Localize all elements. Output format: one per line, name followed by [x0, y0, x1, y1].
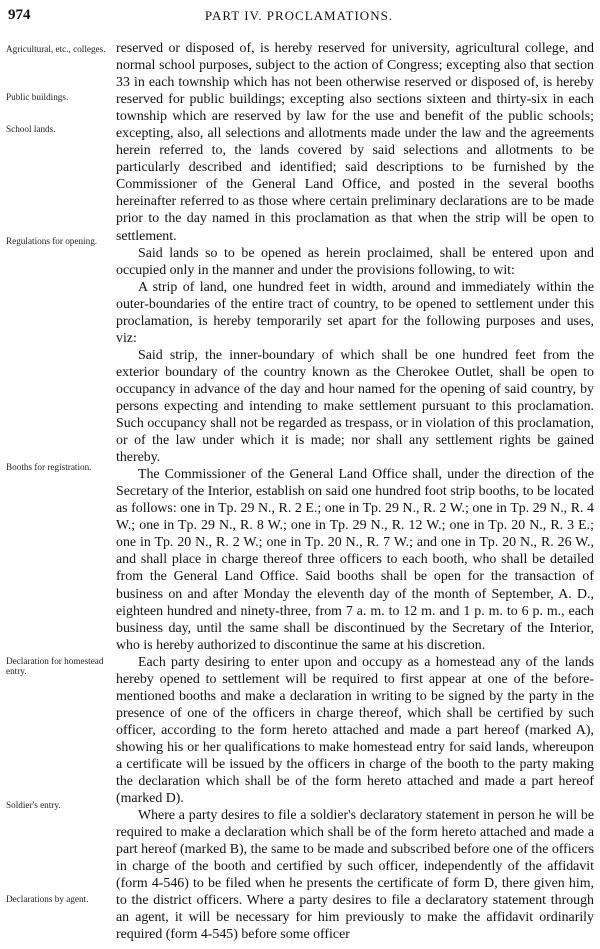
margin-note-homestead: Declaration for homestead entry.	[6, 656, 104, 676]
margin-note-school-lands: School lands.	[6, 124, 56, 134]
margin-note-regulations: Regulations for opening.	[6, 236, 98, 246]
margin-note-soldiers-entry: Soldier's entry.	[6, 800, 61, 810]
margin-note-colleges: Agricultural, etc., colleges.	[6, 44, 106, 54]
page-number: 974	[8, 7, 31, 23]
paragraph-strip-occupancy: Said strip, the inner-boundary of which shall be one hundred feet from the exterior boundary of the country known as the Cherokee Outlet, shall be open to occupancy in advance of the day and hour named for the opening of said country, by persons expecting and intending to make settlement pursuant to this proclamation. Such occupancy shall not be regarded as trespass, or in violation of this proclamation, or of the law under which it is made; nor shall any settlement rights be gained thereby.	[116, 347, 594, 466]
margin-note-booths: Booths for registration.	[6, 462, 92, 472]
page-header	[8, 7, 590, 27]
paragraph-homestead: Each party desiring to enter upon and occupy as a homestead any of the lands hereby opened to settlement will be required to first appear at one of the before-mentioned booths and make a declaration in writing to be signed by the party in the presence of one of the officers in charge thereof, which shall be certified by such officer, according to the form hereto attached and made a part hereof (marked A), showing his or her qualifications to make homestead entry for said lands, whereupon a certificate will be issued by the officers in charge of the booth to the party making the declaration which shall be of the form hereto attached and made a part hereof (marked D).	[116, 654, 594, 807]
paragraph-booths: The Commissioner of the General Land Office shall, under the direction of the Secretary of the Interior, establish on said one hundred foot strip booths, to be located as follows: one in Tp. 29 N., R. 2 E.; one in Tp. 29 N., R. 2 W.; one in Tp. 29 N., R. 4 W.; one in Tp. 29 N., R. 8 W.; one in Tp. 29 N., R. 12 W.; one in Tp. 20 N., R. 3 E.; one in Tp. 20 N., R. 2 W.; one in Tp. 20 N., R. 7 W.; and one in Tp. 20 N., R. 26 W., and shall place in charge thereof three officers to each booth, who shall be detailed from the General Land Office. Said booths shall be open for the transaction of business on and after Monday the eleventh day of the month of September, A. D., eighteen hundred and ninety-three, from 7 a. m. to 12 m. and 1 p. m. to 6 p. m., each business day, until the same shall be discontinued by the Secretary of the Interior, who is hereby authorized to discontinue the same at his discretion.	[116, 467, 594, 653]
paragraph-regulations: Said lands so to be opened as herein proclaimed, shall be entered upon and occupied only in the manner and under the provisions following, to wit:	[116, 245, 594, 278]
running-title: PART IV. PROCLAMATIONS.	[204, 8, 394, 23]
margin-note-public-buildings: Public buildings.	[6, 92, 69, 102]
body-text	[116, 40, 594, 943]
paragraph-strip: A strip of land, one hundred feet in width, around and immediately within the outer-boundaries of the entire tract of country, to be opened to settlement under this proclamation, is hereby temporarily set apart for the following purposes and uses, viz:	[116, 279, 594, 346]
paragraph-soldiers: Where a party desires to file a soldier's declaratory statement in person he will be required to make a declaration which shall be of the form hereto attached and made a part hereof (marked B), the same to be made and subscribed before one of the officers in charge of the booth and certified by such officer, independently of the affidavit (form 4-546) to be filed when he presents the certificate of form D, there given him, to the district officers. Where a party desires to file a declaratory statement through an agent, it will be necessary for him previously to make the affidavit ordinarily required (form 4-545) before some officer	[116, 808, 595, 943]
margin-note-agent: Declarations by agent.	[6, 894, 89, 904]
paragraph-reservations: reserved or disposed of, is hereby reserved for university, agricultural college, and normal school purposes, subject to the action of Congress; excepting also that section 33 in each township which has not been otherwise reserved or disposed of, is hereby reserved for public buildings; excepting also sections sixteen and thirty-six in each township which are reserved by law for the use and benefit of the public schools; excepting, also, all selections and allotments made under the law and the agreements herein referred to, the lands covered by said selections and allotments to be particularly described and identified; said descriptions to be furnished by the Commissioner of the General Land Office, and posted in the several booths hereinafter referred to as those where certain preliminary declarations are to be made prior to the day named in this proclamation as that when the strip will be open to settlement.	[116, 41, 594, 244]
